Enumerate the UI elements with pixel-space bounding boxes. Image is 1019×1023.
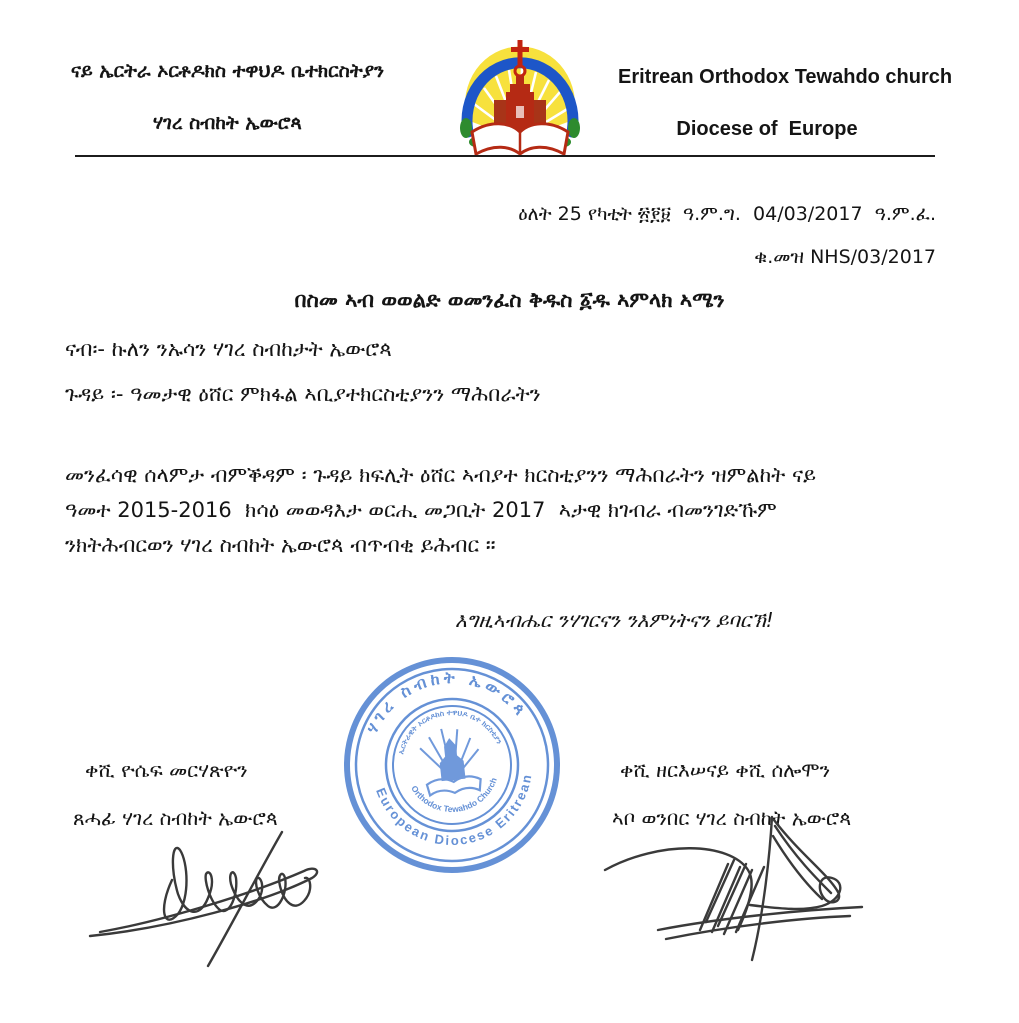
stamp-outer-top-text: ሃገረ ስብከት ኤውሮጳ	[362, 667, 533, 737]
signatory-title-left: ጸሓፊ ሃገረ ስብከት ኤውሮጳ	[73, 806, 278, 830]
diocese-tigrinya: ሃገረ ስብከት ኤውሮጳ	[152, 112, 303, 134]
signature-right-scribble	[600, 812, 910, 967]
header-divider	[75, 155, 935, 157]
church-logo-icon	[452, 28, 588, 166]
subject-line: ጉዳይ ፡- ዓመታዊ ዕሸር ምክፋል ኣቢያተክርስቲያንን ማሕበራትን	[65, 382, 541, 406]
blessing-line: እግዚኣብሔር ንሃገርናን ንእምነትናን ይባርኽ!	[455, 608, 774, 632]
official-stamp	[326, 639, 579, 892]
stamp-center-emblem	[418, 725, 482, 796]
org-name-tigrinya: ናይ ኤርትራ ኦርቶዶክስ ተዋህዶ ቤተክርስትያን	[70, 60, 385, 82]
diocese-english: Diocese of Europe	[676, 118, 858, 140]
signatory-name-left: ቀሺ ዮሴፍ መርሃጽዮን	[85, 758, 248, 782]
stamp-inner-top-text: ኤርትራዊት ኦርቶዶክስ ተዋህዶ ቤተ ክርስቲያን	[396, 707, 504, 756]
signatory-title-right: ኣቦ ወንበር ሃገረ ስብከት ኤውሮጳ	[612, 806, 852, 830]
body-line: ዓመተ 2015-2016 ክሳዕ መወዳእታ ወርሒ መጋቢት 2017 ኣታዊ ክገብራ ብመንገድኹም	[65, 498, 777, 522]
stamp-inner-bottom-text: Orthodox Tewahdo Church	[409, 776, 499, 815]
body-line: ንክትሕብርወን ሃገረ ስብከት ኤውሮጳ ብጥብቂ ይሕብር ።	[65, 533, 496, 557]
recipient-line: ናብ፡- ኩለን ንኡሳን ሃገረ ስብከታት ኤውሮጳ	[65, 337, 393, 361]
body-line: መንፈሳዊ ሰላምታ ብምቕዳም ፡ ጉዳይ ክፍሊት ዕሸር ኣብያተ ክርስቲያንን ማሕበራትን ዝምልከት ናይ	[65, 463, 817, 487]
signature-left-scribble	[60, 818, 360, 968]
reference-number: ቁ.መዝ NHS/03/2017	[754, 246, 936, 268]
signatory-name-right: ቀሺ ዘርእሠናይ ቀሺ ሰሎሞን	[620, 758, 831, 782]
invocation-title: በስመ ኣብ ወወልድ ወመንፈስ ቅዱስ ፩ዱ ኣምላክ ኣሜን	[294, 288, 725, 312]
date-line: ዕለት 25 የካቲት ፳፻፱ ዓ.ም.ግ. 04/03/2017 ዓ.ም.ፈ.	[518, 203, 936, 225]
org-name-english: Eritrean Orthodox Tewahdo church	[618, 66, 953, 88]
stamp-outer-bottom-text: European Diocese Eritrean	[373, 771, 535, 849]
